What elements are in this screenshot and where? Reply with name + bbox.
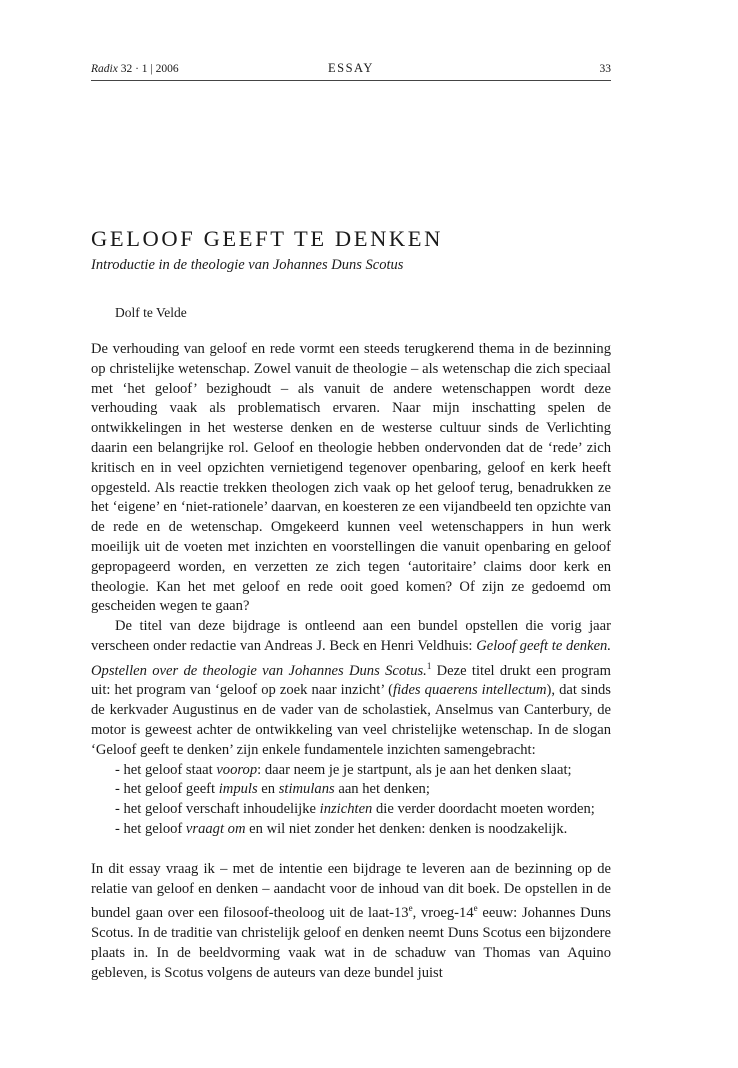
article-subtitle: Introductie in de theologie van Johannes Duns Scotus (91, 257, 404, 273)
running-header (91, 61, 611, 79)
insight-list (91, 761, 611, 840)
paragraph-3: In dit essay vraag ik – met de intentie een bijdrage te leveren aan de bezinning op de relatie van geloof en denken – aandacht voor de inhoud van dit boek. De opstellen in de bundel gaan over een filosoof-theoloog uit de laat-13e, vroeg-14e eeuw: Johannes Duns Scotus. In de traditie van christelijk geloof en denken neemt Duns Scotus een bijzondere plaats in. In de beeldvorming vaak wat in de schaduw van Thomas van Aquino gebleven, is Scotus volgens de auteurs van deze bundel juist (91, 860, 611, 981)
book-title: Geloof geeft te denken. Opstellen over de theologie van Johannes Duns Scotus. (91, 637, 611, 679)
article-author: Dolf te Velde (115, 305, 187, 320)
paragraph-gap (91, 840, 611, 860)
paragraph-1: De verhouding van geloof en rede vormt een steeds terugkerend thema in de bezinning op christelijke wetenschap. Zowel vanuit de theologie – als wetenschap die zich speciaal met ‘het geloof’ bezighoudt – als vanuit de andere wetenschappen wordt deze verhouding vaak als problematisch ervaren. Naar mijn inschatting spelen de ontwikkelingen in het westerse denken en de westerse cultuur sinds de Verlichting daarin een belangrijke rol. Geloof en theologie hebben ondervonden dat de ‘rede’ zich kritisch en in veel opzichten vernietigend tegenover openbaring, geloof en kerk heeft opgesteld. Als reactie trekken theologen zich vaak op het geloof terug, benadrukken ze het ‘eigene’ en ‘niet-rationele’ daarvan, en koesteren ze een vijandbeeld ten opzichte van de rede en de wetenschap. Omgekeerd kunnen veel wetenschappers in hun werk moeilijk uit de voeten met inzichten en voorstellingen die vanuit openbaring en geloof gepropageerd worden, en verzetten ze zich tegen ‘autoritaire’ claims door kerk en theologie. Kan het met geloof en rede ooit goed komen? Of zijn ze gedoemd om gescheiden wegen te gaan? (91, 341, 611, 615)
paragraph-3-text-a: In dit essay vraag ik – met de intentie een bijdrage te leveren aan de bezinning op de relatie van geloof en denken – aandacht voor de inhoud van dit boek. De opstellen in de bundel gaan over een filosoof-theoloog uit de laat-13 (91, 860, 611, 922)
journal-name: Radix (91, 63, 118, 75)
latin-phrase: fides quaerens intellectum (393, 682, 547, 699)
list-item: - het geloof geeft impuls en stimulans aan het denken; (115, 781, 430, 798)
list-item: - het geloof vraagt om en wil niet zonder het denken: denken is noodzakelijk. (115, 820, 568, 837)
section-label: ESSAY (328, 61, 374, 75)
list-item: - het geloof verschaft inhoudelijke inzichten die verder doordacht moeten worden; (115, 801, 595, 818)
paragraph-3-text-c: eeuw: Johannes Duns Scotus. In de traditie van christelijk geloof en denken neemt Duns Scotus een bijzondere plaats in. In de beeldvorming vaak wat in de schaduw van Thomas van Aquino gebleven, is Scotus volgens de auteurs van deze bundel juist (91, 905, 611, 981)
paragraph-2-text-c: ), dat sinds de kerkvader Augustinus en de vader van de scholastiek, Anselmus van Canterbury, de motor is geweest achter de ontwikkeling van veel christelijke wetenschap. In de slogan ‘Geloof geeft te denken’ zijn enkele fundamentele inzichten samengebracht: (91, 682, 611, 758)
paragraph-2-text-b: Deze titel drukt een program uit: het program van ‘geloof op zoek naar inzicht’ ( (91, 662, 612, 699)
article-title: GELOOF GEEFT TE DENKEN (91, 226, 443, 251)
footnote-ref[interactable]: 1 (426, 660, 432, 671)
page-number: 33 (599, 63, 611, 75)
paragraph-2 (91, 617, 611, 760)
list-item: - het geloof staat voorop: daar neem je je startpunt, als je aan het denken slaat; (115, 761, 572, 778)
header-rule (91, 80, 611, 81)
journal-issue: 32 · 1 | 2006 (120, 63, 179, 75)
paragraph-3-text-b: , vroeg-14 (412, 905, 474, 922)
article-body (91, 340, 611, 983)
paragraph-2-text-a: De titel van deze bijdrage is ontleend aan een bundel opstellen die vorig jaar verscheen onder redactie van Andreas J. Beck en Henri Veldhuis: (91, 618, 611, 654)
